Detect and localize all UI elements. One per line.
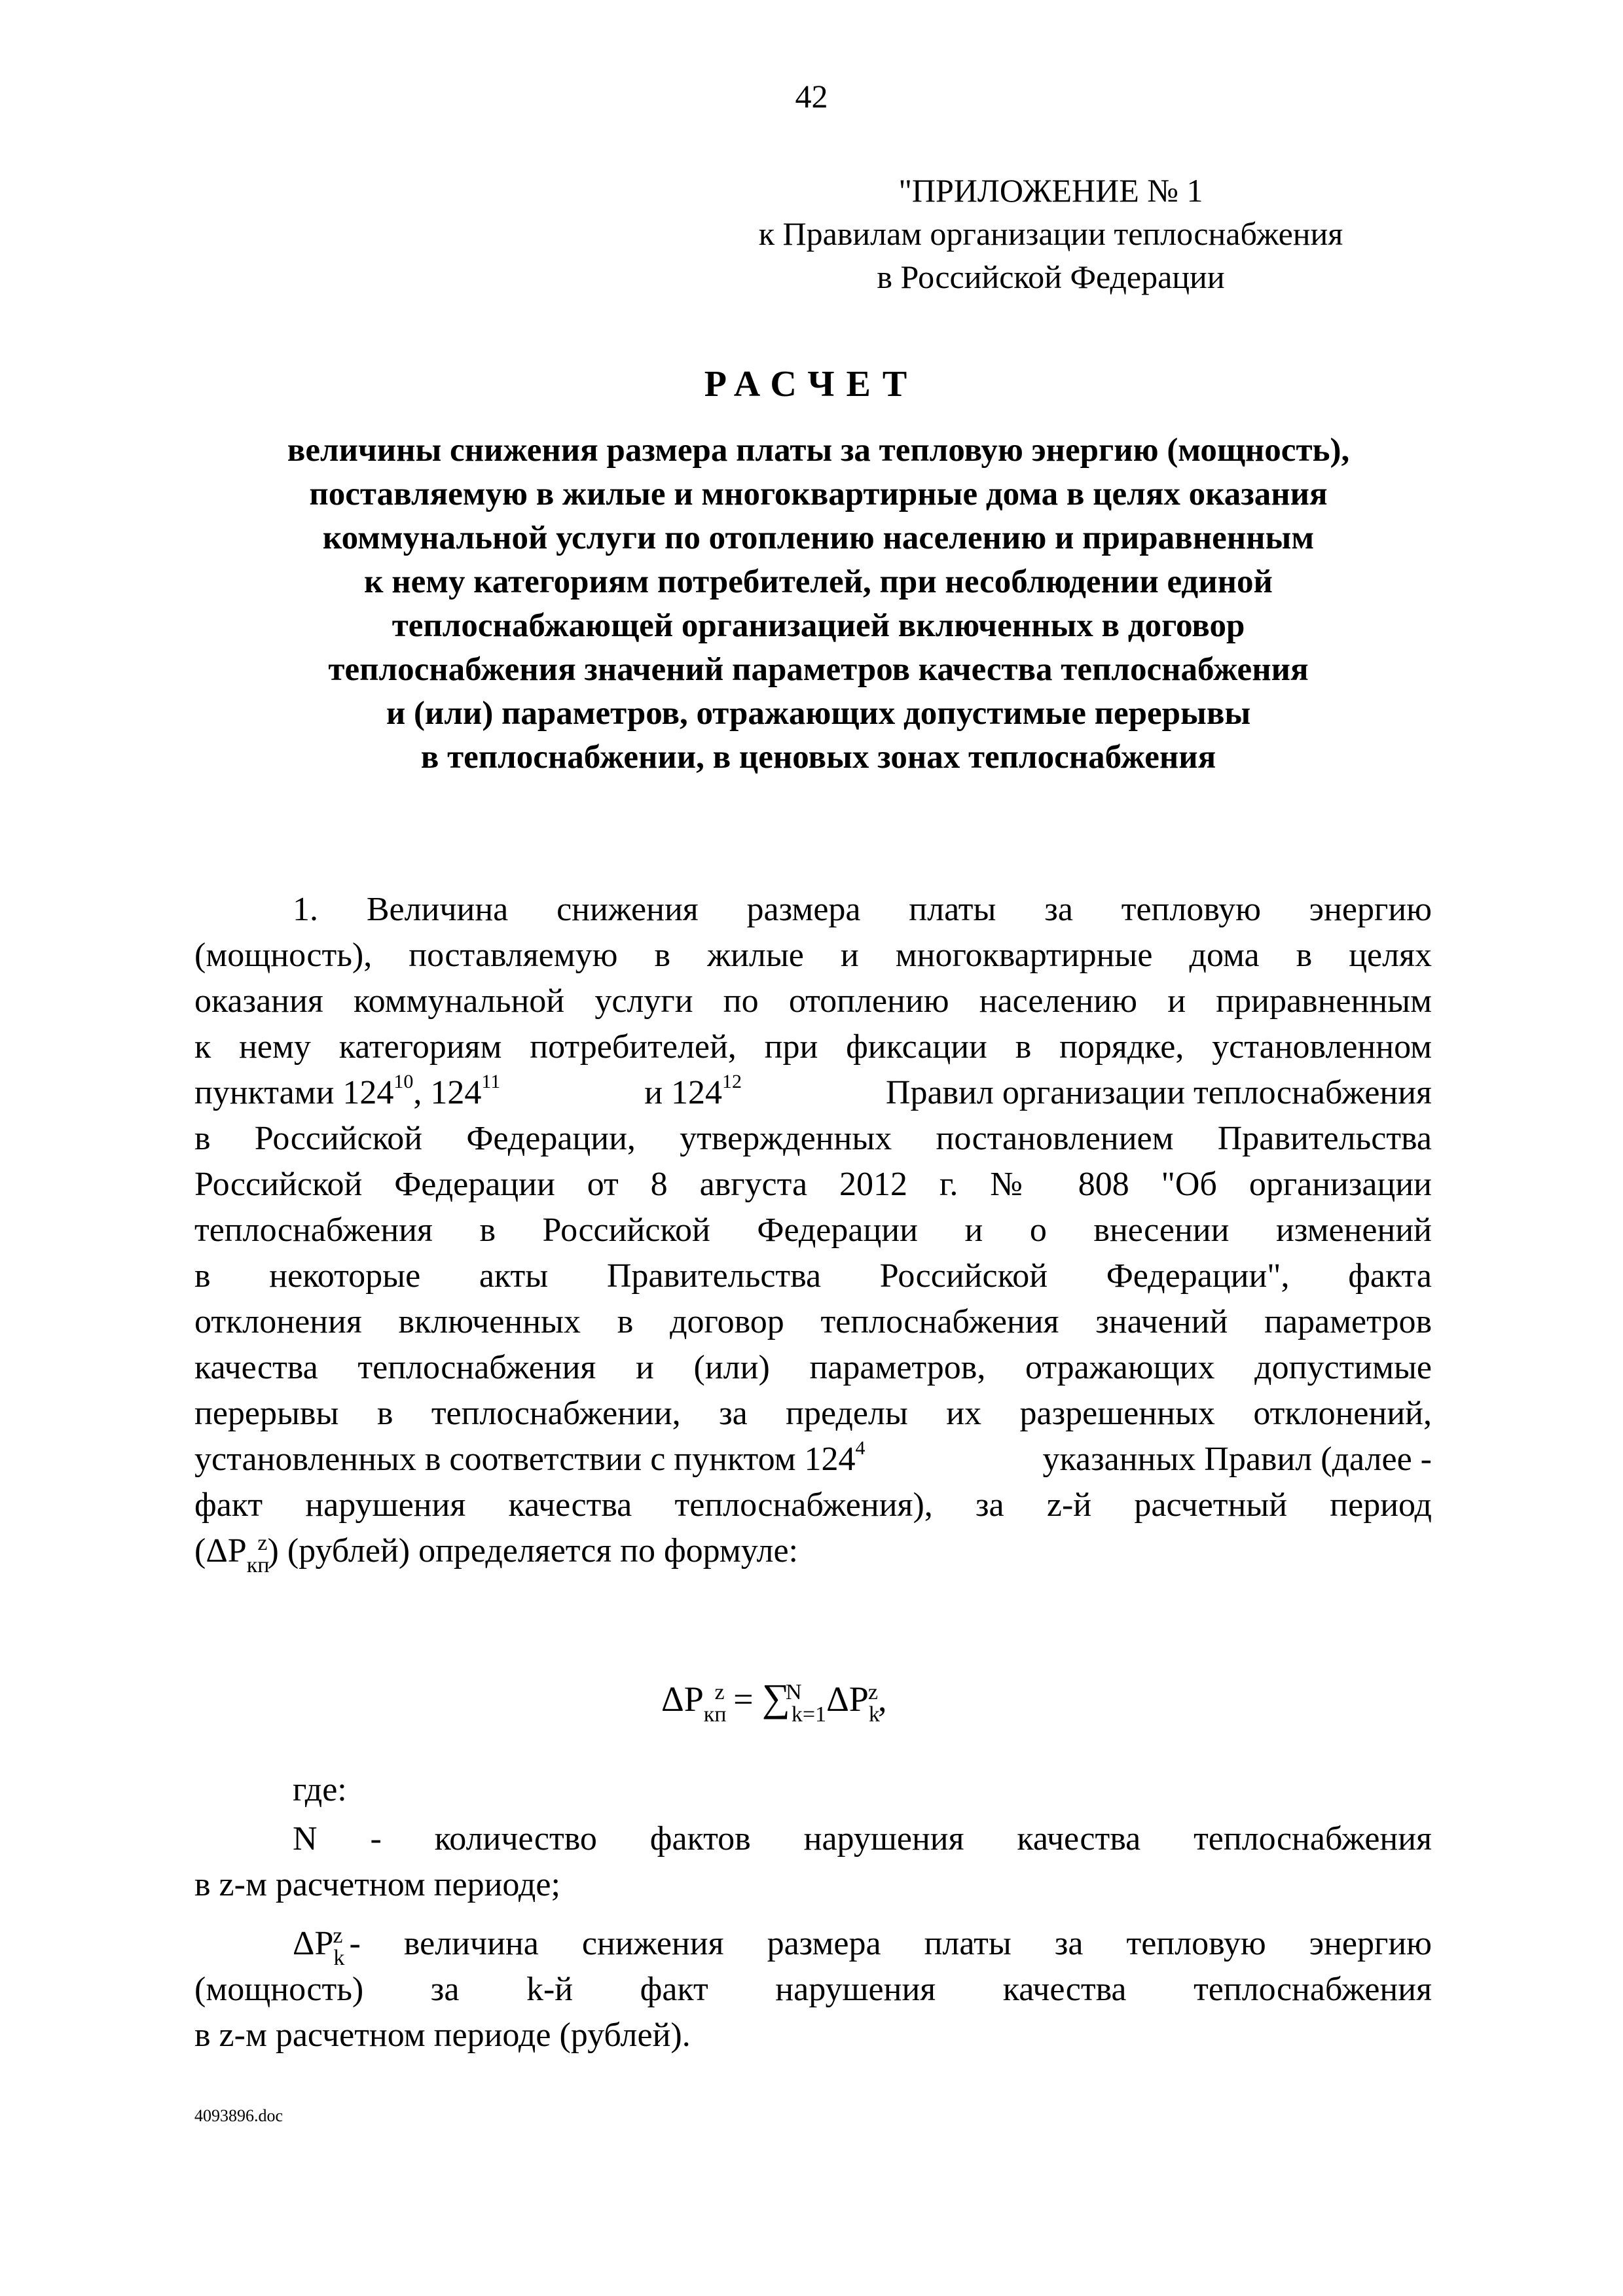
paragraph-line: (мощность), поставляемую в жилые и многоквартирные дома в целях	[194, 937, 1432, 974]
definition-delta-pk: $\Delta P_k^z$ - величина снижения размера платы за тепловую энергию	[293, 1921, 1432, 1971]
annex-country-line: в Российской Федерации	[877, 259, 1225, 295]
paragraph-line: к нему категориям потребителей, при фиксации в порядке, установленном	[194, 1028, 1432, 1066]
heading-line: к нему категориям потребителей, при несоблюдении единой	[364, 564, 1273, 600]
paragraph-line: Российской Федерации от 8 августа 2012 г. № 808 "Об организации	[194, 1166, 1432, 1203]
paragraph-line: $(\Delta P_{кп}^z)$ (рублей) определяется по формуле:	[194, 1531, 798, 1577]
sum-icon: ∑	[762, 1676, 790, 1719]
annex-label: "ПРИЛОЖЕНИЕ № 1	[898, 172, 1203, 209]
paragraph-line	[194, 1070, 1432, 1116]
paragraph-line: факт нарушения качества теплоснабжения), за z-й расчетный период	[194, 1486, 1432, 1524]
formula: $\Delta P_{кп}^z = \sum_{k=1}^N$ $\Delta P_k^z$,	[661, 1676, 887, 1727]
paragraph-line: перерывы в теплоснабжении, за пределы их разрешенных отклонений,	[194, 1395, 1432, 1432]
delta-p-kp-symbol: ($\Delta P_{кп}^z$	[194, 1531, 270, 1577]
definition-n-cont: в z-м расчетном периоде;	[194, 1866, 560, 1903]
definition-n: N - количество фактов нарушения качества теплоснабжения	[293, 1820, 1432, 1857]
definition-delta-pk-cont: в z-м расчетном периоде (рублей).	[194, 2017, 691, 2054]
heading-line: теплоснабжающей организацией включенных в договор	[392, 607, 1245, 644]
document-reference: 4093896.doc	[194, 2106, 283, 2125]
heading-line: теплоснабжения значений параметров качества теплоснабжения	[328, 651, 1309, 688]
where-label: где:	[293, 1771, 347, 1808]
heading-line: и (или) параметров, отражающих допустимые перерывы	[386, 695, 1251, 732]
ref-text: Правил организации теплоснабжения	[885, 1074, 1432, 1111]
paragraph-line: в некоторые акты Правительства Российской Федерации", факта	[194, 1257, 1432, 1295]
heading-line: величины снижения размера платы за тепловую энергию (мощность),	[287, 432, 1350, 469]
paragraph-line: в Российской Федерации, утвержденных постановлением Правительства	[194, 1120, 1432, 1157]
paragraph-line	[194, 1437, 1432, 1482]
definition-delta-pk-cont: (мощность) за k-й факт нарушения качества теплоснабжения	[194, 1971, 1432, 2008]
ref-text: и $124^{12}$	[644, 1071, 742, 1111]
paragraph-line: теплоснабжения в Российской Федерации и о внесении изменений	[194, 1211, 1432, 1249]
ref-text: установленных в соответствии с пунктом $124^4$	[194, 1437, 866, 1478]
paragraph-line: оказания коммунальной услуги по отоплению населению и приравненным	[194, 982, 1432, 1020]
paragraph-line: 1. Величина снижения размера платы за тепловую энергию	[293, 891, 1432, 928]
formula-rhs: $\Delta P_k^z$	[826, 1679, 880, 1727]
delta-pk-symbol: $\Delta P_k^z$	[293, 1924, 345, 1970]
formula-lhs: $\Delta P_{кп}^z$	[661, 1679, 727, 1727]
annex-rules-line: к Правилам организации теплоснабжения	[758, 215, 1343, 252]
paragraph-line: отклонения включенных в договор теплоснабжения значений параметров	[194, 1303, 1432, 1340]
page-number: 42	[795, 78, 828, 115]
heading-line: в теплоснабжении, в ценовых зонах теплоснабжения	[420, 739, 1216, 776]
paragraph-line: качества теплоснабжения и (или) параметров, отражающих допустимые	[194, 1349, 1432, 1386]
document-title: РАСЧЕТ	[704, 364, 919, 404]
heading-line: коммунальной услуги по отоплению населению и приравненным	[322, 520, 1315, 556]
ref-text: пунктами $124^{10}$, $124^{11}$	[194, 1071, 501, 1111]
ref-text: указанных Правил (далее -	[1042, 1441, 1432, 1478]
heading-line: поставляемую в жилые и многоквартирные дома в целях оказания	[309, 476, 1328, 512]
